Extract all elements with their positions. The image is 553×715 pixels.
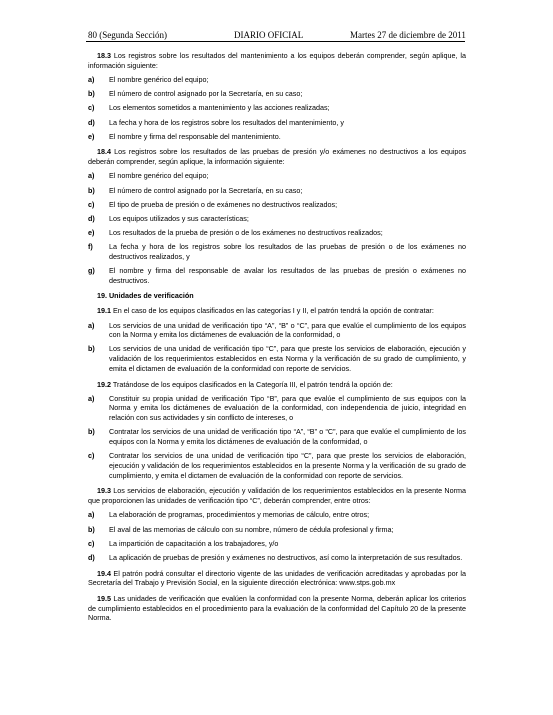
list-item <box>88 89 466 99</box>
header-rule <box>86 41 465 42</box>
list-item <box>88 132 466 142</box>
list-item <box>88 525 466 535</box>
list-item <box>88 344 466 373</box>
clause-number: 19.5 <box>97 594 111 604</box>
list-item-letter: b) <box>88 89 95 99</box>
paragraph-text: En el caso de los equipos clasificados en las categorías I y II, el patrón tendrá la opción de contratar: <box>111 306 434 316</box>
clause-number: 18.3 <box>97 51 111 60</box>
list-item-text: Contratar los servicios de una unidad de verificación tipo “A”, “B” o “C”, para que evalúe el cumplimiento de los equipos con la Norma y emita los dictámenes de evaluación de la conformidad, o <box>109 427 466 447</box>
list-item-text: La fecha y hora de los registros sobre los resultados del mantenimiento, y <box>109 117 344 127</box>
list-item-letter: e) <box>88 131 95 141</box>
clause-number: 18.4 <box>97 147 111 157</box>
list-item <box>88 75 466 85</box>
clause-number: 19.3 <box>97 486 111 496</box>
list-item-text: La aplicación de pruebas de presión y exámenes no destructivos, así como la interpretación de sus resultados. <box>109 552 463 562</box>
paragraph <box>88 569 466 588</box>
paragraph <box>88 594 466 623</box>
paragraph <box>88 306 466 316</box>
list-item <box>88 427 466 446</box>
paragraph-text: Las unidades de verificación que evalúen la conformidad con la presente Norma, deberán aplicar los criterios de cumplimiento establecidos en el procedimiento para la evaluación de la conformidad del Capítulo 20 de la presente Norma. <box>88 594 466 623</box>
list-item-text: El nombre genérico del equipo; <box>109 74 209 84</box>
list-item <box>88 266 466 285</box>
list-item <box>88 200 466 210</box>
list-item-letter: d) <box>88 117 95 127</box>
list-item <box>88 171 466 181</box>
list-item <box>88 103 466 113</box>
list-item-text: Los resultados de la prueba de presión o de los exámenes no destructivos realizados; <box>109 228 383 238</box>
list-item <box>88 186 466 196</box>
list-item-text: El nombre y firma del responsable del mantenimiento. <box>109 131 281 141</box>
list-item-letter: c) <box>88 538 95 548</box>
list-item-text: Los servicios de una unidad de verificación tipo “C”, para que preste los servicios de elaboración, ejecución y validación de los requerimientos establecidos en esta Norma y la verificación de su grado de cumplimiento, y emita el dictamen de evaluación de la conformidad con reporte de servicios. <box>109 344 466 373</box>
list-item-text: Los elementos sometidos a mantenimiento y las acciones realizadas; <box>109 103 330 113</box>
list-item-letter: f) <box>88 242 93 252</box>
issue-date: Martes 27 de diciembre de 2011 <box>350 30 466 40</box>
list-item-letter: b) <box>88 344 95 354</box>
list-item-letter: a) <box>88 393 95 403</box>
list-item <box>88 242 466 261</box>
list-item-text: El número de control asignado por la Secretaría, en su caso; <box>109 89 303 99</box>
list-item-letter: a) <box>88 510 95 520</box>
list-item <box>88 214 466 224</box>
list-item <box>88 510 466 520</box>
list-item <box>88 321 466 340</box>
list-item-letter: b) <box>88 427 95 437</box>
list-item-text: Los servicios de una unidad de verificación tipo “A”, “B” o “C”, para que evalúe el cumplimiento de los equipos con la Norma y emita los dictámenes de evaluación de la conformidad, o <box>109 320 466 340</box>
page-section-label: 80 (Segunda Sección) <box>88 30 167 40</box>
list-item-letter: c) <box>88 199 95 209</box>
list-item <box>88 118 466 128</box>
list-item <box>88 451 466 480</box>
paragraph <box>88 380 466 390</box>
paragraph <box>88 147 466 166</box>
list-item-text: El aval de las memorias de cálculo con su nombre, número de cédula profesional y firma; <box>109 524 394 534</box>
paragraph <box>88 486 466 505</box>
list-item-letter: b) <box>88 524 95 534</box>
clause-number: 19.1 <box>97 306 111 316</box>
list-item-letter: a) <box>88 171 95 181</box>
list-item-text: Los equipos utilizados y sus características; <box>109 213 249 223</box>
list-item-text: El nombre y firma del responsable de avalar los resultados de las pruebas de presión o exámenes no destructivos. <box>109 266 466 285</box>
paragraph-text: El patrón podrá consultar el directorio vigente de las unidades de verificación acreditadas y aprobadas por la Secretaría del Trabajo y Previsión Social, en la siguiente dirección electrónica: www.stps.gob.mx <box>88 568 466 588</box>
list-item-letter: c) <box>88 103 95 113</box>
section-heading: 19. Unidades de verificación <box>97 290 194 300</box>
list-item-letter: d) <box>88 213 95 223</box>
paragraph <box>88 51 466 70</box>
list-item-text: Contratar los servicios de una unidad de verificación tipo “C”, para que preste los servicios de elaboración, ejecución y validación de los requerimientos establecidos en la presente Norma y la verificación de su grado de cumplimiento, y emita el dictamen de evaluación de la conformidad con reporte de servicios. <box>109 451 466 480</box>
list-item-letter: g) <box>88 266 95 276</box>
list-item <box>88 228 466 238</box>
list-item-letter: d) <box>88 552 95 562</box>
list-item <box>88 539 466 549</box>
list-item-text: La impartición de capacitación a los trabajadores, y/o <box>109 538 279 548</box>
paragraph-text: Tratándose de los equipos clasificados en la Categoría III, el patrón tendrá la opción de: <box>111 379 393 389</box>
list-item-letter: a) <box>88 74 95 84</box>
paragraph-text: Los servicios de elaboración, ejecución y validación de los requerimientos establecidos en la presente Norma que proporcionen las unidades de verificación tipo “C”, deberán comprender, entre otros: <box>88 486 466 506</box>
list-item-text: El nombre genérico del equipo; <box>109 171 209 181</box>
list-item-text: El número de control asignado por la Secretaría, en su caso; <box>109 185 303 195</box>
clause-number: 19.4 <box>97 568 111 578</box>
list-item-letter: c) <box>88 451 95 461</box>
list-item-text: La fecha y hora de los registros sobre los resultados de las pruebas de presión o de los exámenes no destructivos realizados, y <box>109 242 466 262</box>
list-item-letter: e) <box>88 228 95 238</box>
list-item-letter: b) <box>88 185 95 195</box>
list-item-letter: a) <box>88 320 95 330</box>
paragraph-text: Los registros sobre los resultados de las pruebas de presión y/o exámenes no destructivos a los equipos deberán comprender, según aplique, la información siguiente: <box>88 147 466 167</box>
list-item-text: Constituir su propia unidad de verificación Tipo “B”, para que evalúe el cumplimiento de sus equipos con la Norma y emita los dictámenes de evaluación de la conformidad, con independencia de juicio, integridad en relación con sus actividades y sin conflicto de intereses, o <box>109 393 466 423</box>
list-item-text: La elaboración de programas, procedimientos y memorias de cálculo, entre otros; <box>109 510 370 520</box>
document-body <box>88 51 466 623</box>
list-item-text: El tipo de prueba de presión o de exámenes no destructivos realizados; <box>109 199 338 209</box>
paragraph-text: Los registros sobre los resultados del mantenimiento a los equipos deberán comprender, según aplique, la información siguiente: <box>88 51 466 70</box>
publication-title: DIARIO OFICIAL <box>234 30 304 40</box>
list-item <box>88 394 466 423</box>
list-item <box>88 553 466 563</box>
clause-number: 19.2 <box>97 379 111 389</box>
